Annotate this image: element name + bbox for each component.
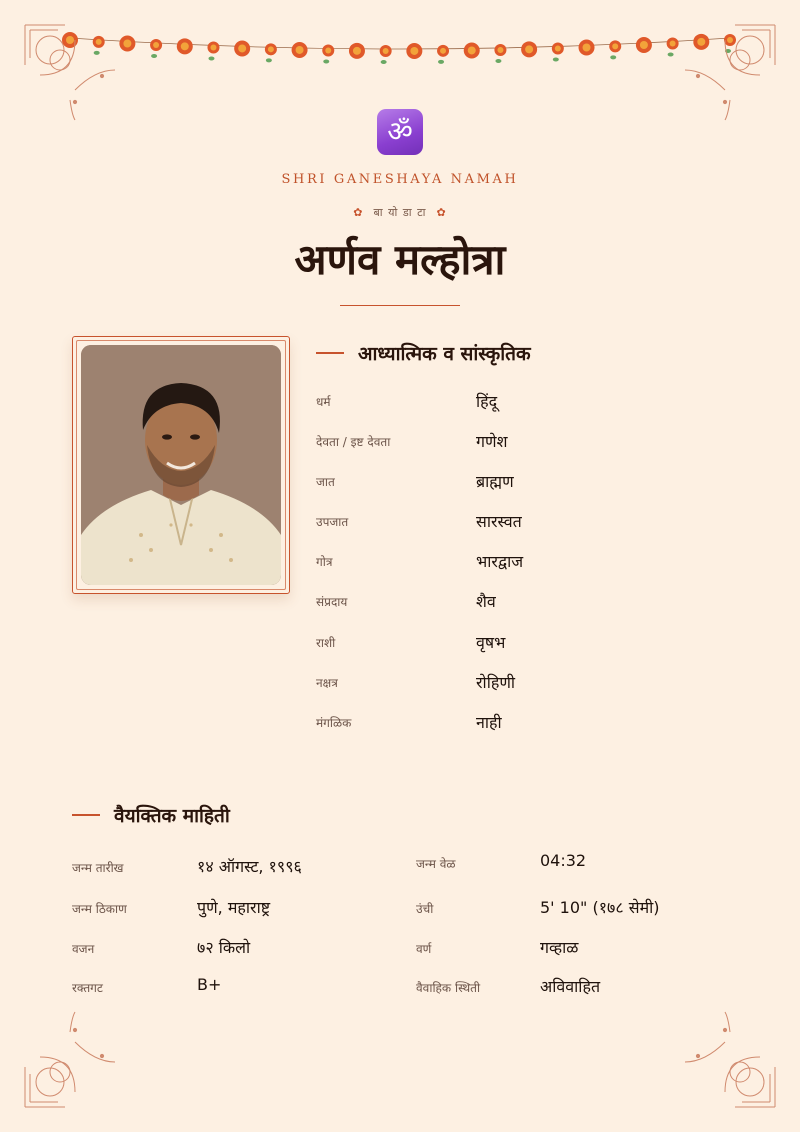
detail-row [0,975,800,999]
marigold-flower-icon [494,44,506,63]
corner-ornament-top-right [670,20,780,130]
candidate-name: अर्णव मल्होत्रा [294,235,506,284]
detail-row [0,393,800,417]
detail-label: जन्म ठिकाण [72,902,127,916]
detail-value: गणेश [476,432,508,451]
detail-row [0,674,800,698]
portrait-illustration [81,345,281,585]
detail-label: संप्रदाय [316,595,348,609]
detail-label: वैवाहिक स्थिती [416,981,481,995]
detail-label: राशी [316,636,336,650]
flower-icon: ✿ [353,206,364,219]
detail-value: वृषभ [476,633,506,652]
marigold-flower-icon [150,39,162,58]
detail-value: ७२ किलो [197,938,251,957]
detail-value: हिंदू [476,392,498,411]
detail-label: मंगळिक [316,716,352,730]
detail-label: जन्म वेळ [416,857,456,871]
detail-row [0,851,800,879]
detail-row [0,936,800,960]
document-label [0,205,800,220]
detail-value: 5' 10" (१७८ सेमी) [540,898,660,917]
detail-label: नक्षत्र [316,676,338,690]
marigold-flower-icon [552,42,564,61]
marigold-flower-icon [579,39,595,55]
detail-label: देवता / इष्ट देवता [316,435,391,449]
detail-label: रक्तगट [72,981,103,995]
detail-value: रोहिणी [476,673,516,692]
detail-row [0,433,800,457]
detail-value: गव्हाळ [540,938,579,957]
detail-value: ब्राह्मण [476,472,514,491]
detail-row [0,593,800,617]
heading-dash [72,814,100,816]
document-label-text: बा यो डा टा [373,206,427,219]
om-icon [377,109,423,155]
flower-icon: ✿ [436,206,447,219]
heading-dash [316,352,344,354]
detail-label: उंची [416,902,434,916]
section-heading-spiritual [316,340,531,366]
marigold-flower-icon [234,40,250,56]
detail-label: धर्म [316,395,331,409]
profile-photo [81,345,281,585]
detail-value: सारस्वत [476,512,522,531]
detail-row [0,513,800,537]
marigold-flower-icon [349,43,365,59]
marigold-flower-icon [322,44,334,63]
detail-row [0,553,800,577]
detail-value: १४ ऑगस्ट, १९९६ [197,857,302,876]
detail-row [0,714,800,738]
section-heading-personal [72,802,230,828]
marigold-flower-icon [177,38,193,54]
marigold-flower-icon [207,41,219,60]
marigold-flower-icon [380,45,392,64]
corner-ornament-top-left [20,20,130,130]
detail-row [0,473,800,497]
marigold-flower-icon [437,45,449,64]
detail-label: वजन [72,942,95,956]
detail-value: B+ [197,975,222,994]
section-title-spiritual: आध्यात्मिक व सांस्कृतिक [358,343,531,365]
detail-value: पुणे, महाराष्ट्र [197,898,271,917]
marigold-flower-icon [636,37,652,53]
section-title-personal: वैयक्तिक माहिती [114,805,230,827]
corner-ornament-bottom-right [670,1002,780,1112]
marigold-flower-icon [292,42,308,58]
detail-row [0,896,800,920]
detail-label: उपजात [316,515,349,529]
detail-value: अविवाहित [540,977,601,996]
om-symbol: ॐ [387,115,413,148]
detail-label: जात [316,475,335,489]
detail-label: वर्ण [416,942,432,956]
marigold-flower-icon [464,42,480,58]
marigold-flower-icon [609,40,621,59]
title-divider [340,305,460,306]
detail-value: 04:32 [540,851,587,870]
corner-ornament-bottom-left [20,1002,130,1112]
detail-row [0,634,800,658]
detail-value: शैव [476,592,496,611]
marigold-flower-icon [521,41,537,57]
detail-value: भारद्वाज [476,552,524,571]
detail-label: जन्म तारीख [72,861,124,875]
marigold-flower-icon [265,43,277,62]
detail-label: गोत्र [316,555,333,569]
marigold-flower-icon [406,43,422,59]
detail-value: नाही [476,713,502,732]
invocation-text: SHRI GANESHAYA NAMAH [281,172,519,187]
